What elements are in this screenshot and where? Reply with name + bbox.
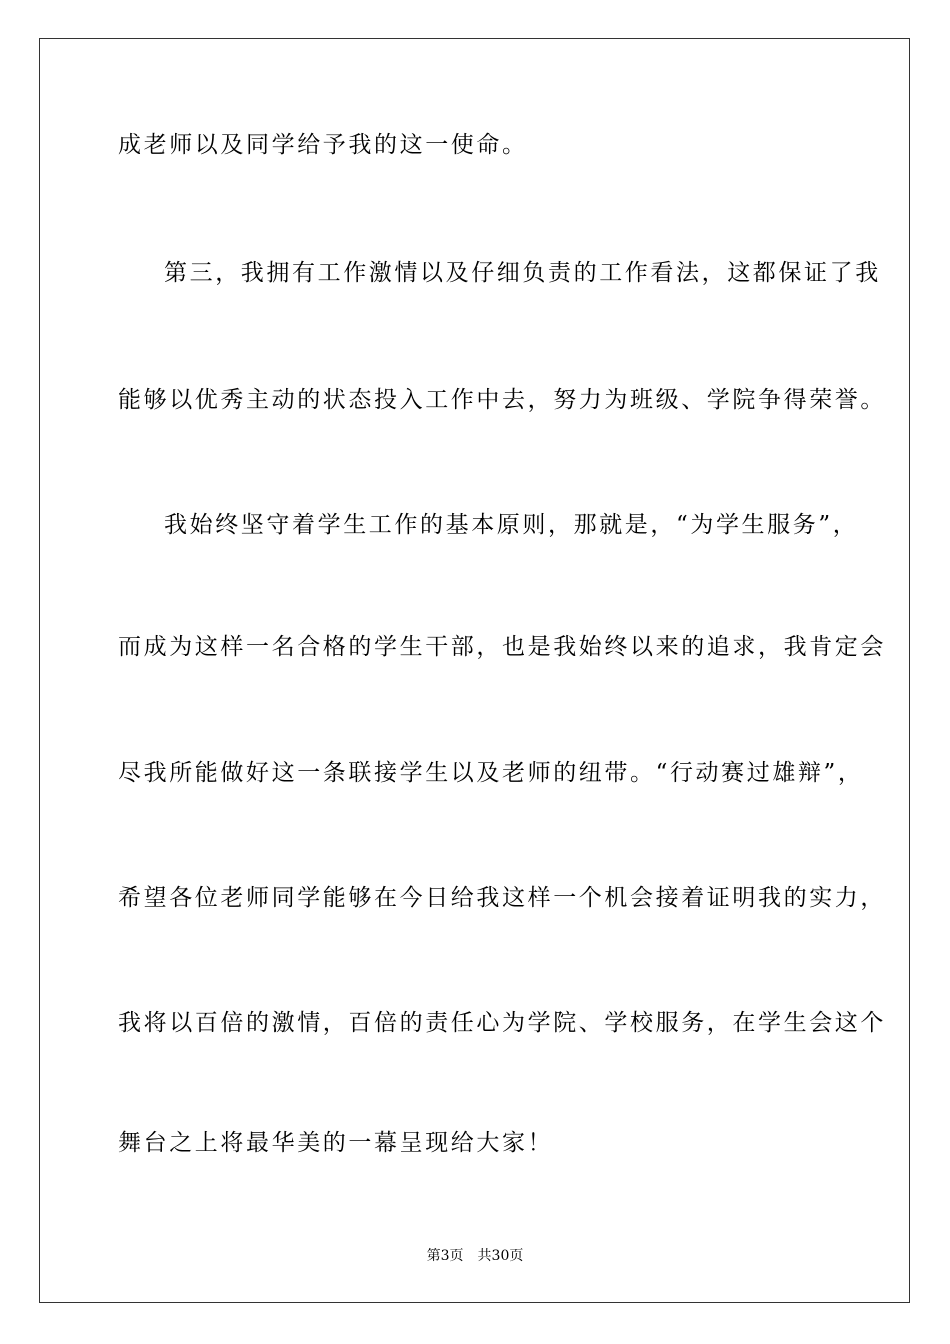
page-total: 共30页 bbox=[477, 1248, 524, 1264]
text-line: 成老师以及同学给予我的这一使命。 bbox=[118, 132, 528, 158]
text-line: 能够以优秀主动的状态投入工作中去，努力为班级、学院争得荣誉。 bbox=[118, 387, 886, 413]
text-line: 我将以百倍的激情，百倍的责任心为学院、学校服务，在学生会这个 bbox=[118, 1010, 886, 1036]
paragraph-start-line: 第三，我拥有工作激情以及仔细负责的工作看法，这都保证了我 bbox=[164, 260, 881, 286]
text-line: 希望各位老师同学能够在今日给我这样一个机会接着证明我的实力， bbox=[118, 885, 886, 911]
page-border bbox=[39, 38, 910, 1303]
text-line: 而成为这样一名合格的学生干部，也是我始终以来的追求，我肯定会 bbox=[118, 634, 886, 660]
text-line: 尽我所能做好这一条联接学生以及老师的纽带。“行动赛过雄辩”， bbox=[118, 760, 864, 786]
paragraph-start-line: 我始终坚守着学生工作的基本原则，那就是，“为学生服务”， bbox=[164, 512, 859, 538]
text-line: 舞台之上将最华美的一幕呈现给大家！ bbox=[118, 1130, 554, 1156]
page-number: 第3页 bbox=[426, 1248, 464, 1264]
page-footer bbox=[0, 1247, 950, 1265]
